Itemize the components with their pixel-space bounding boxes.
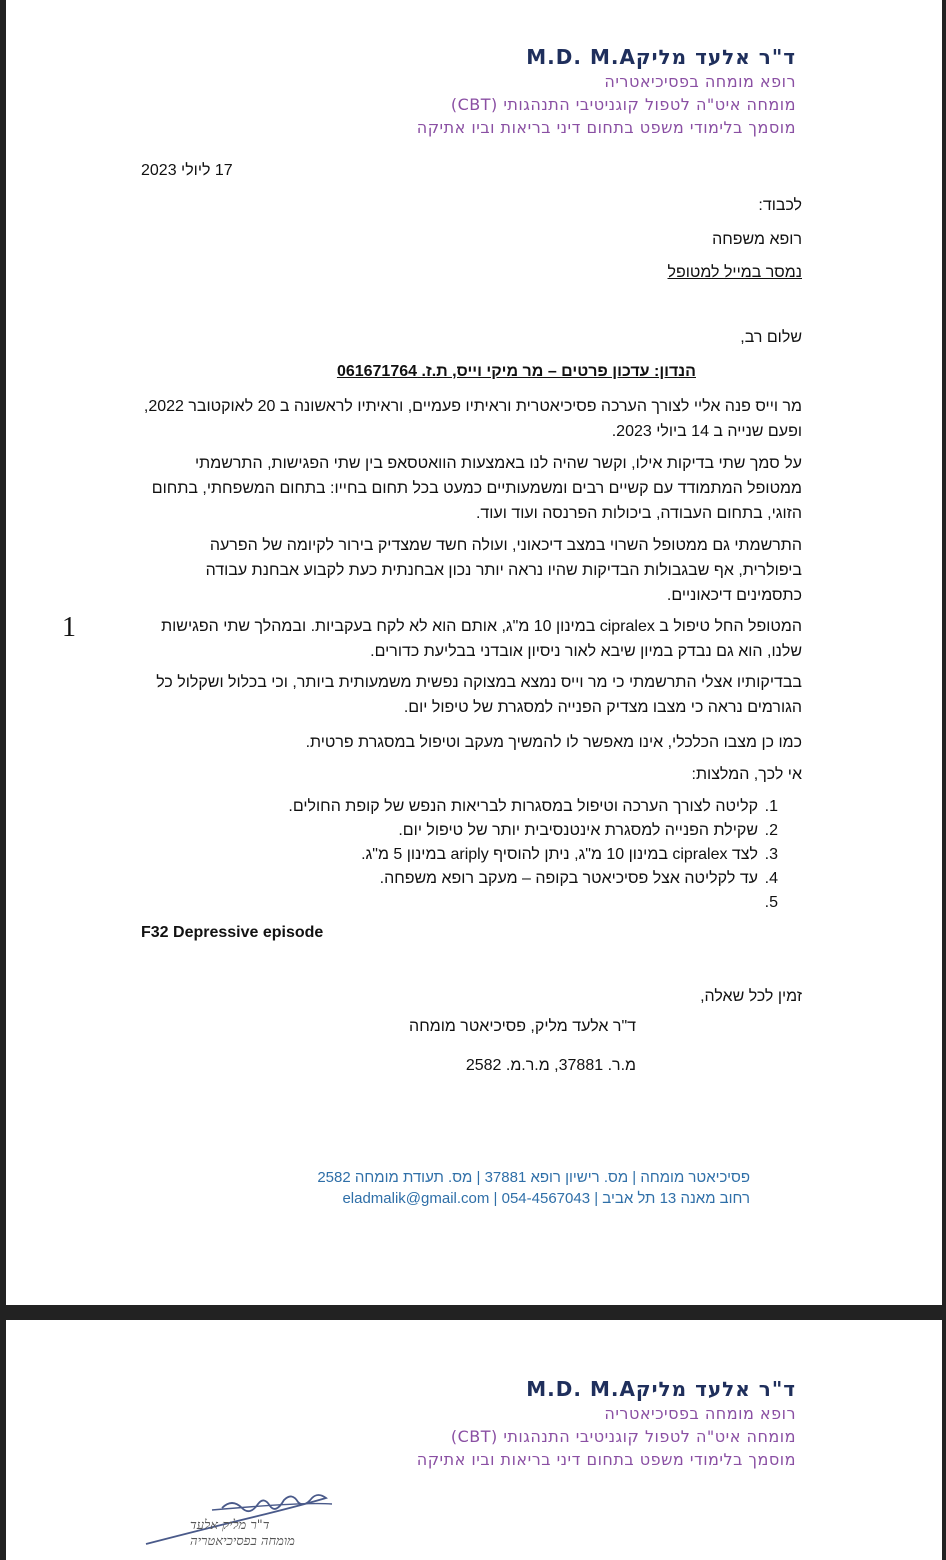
- paragraph: כמו כן מצבו הכלכלי, אינו מאפשר לו להמשיך מעקב וטיפול במסגרת פרטית.: [305, 734, 802, 751]
- footer-line-1: פסיכיאטר מומחה | מס. רישיון רופא 37881 | מס. תעודת מומחה 2582: [317, 1169, 750, 1186]
- list-number: 5.: [764, 894, 778, 911]
- page-number: 1: [62, 612, 76, 643]
- paragraph: בבדיקותיו אצלי התרשמתי כי מר וייס נמצא במצוקה נפשית משמעותית ביותר, וכי בכלול ושקלול כל הגורמים נראה כי מצבו מצדיק הפנייה למסגרת של טיפול יום.: [156, 674, 802, 716]
- recommendations-list: [142, 795, 802, 915]
- stamp-line-1: ד"ר מליק אלעד: [190, 1518, 270, 1533]
- subject-line: הנדון: עדכון פרטים – מר מיקי וייס, ת.ז. 061671764: [336, 363, 696, 380]
- list-item: [142, 843, 802, 867]
- recipient-to: לכבוד:: [758, 197, 802, 214]
- stamp-line-2: מומחה בפסיכיאטריה: [190, 1534, 295, 1549]
- list-item: [142, 819, 802, 843]
- list-text: קליטה לצורך הערכה וטיפול במסגרות לבריאות הנפש של קופת החולים.: [288, 798, 758, 815]
- signature-name: ד"ר אלעד מליק, פסיכיאטר מומחה: [409, 1018, 636, 1035]
- recipient-doctor: רופא משפחה: [712, 231, 802, 248]
- doctor-name: ד"ר אלעד מליקM.D. M.A: [526, 1377, 796, 1401]
- paragraph: אי לכך, המלצות:: [691, 766, 802, 783]
- license-numbers: מ.ר. 37881, מ.ר.מ. 2582: [465, 1057, 636, 1074]
- list-item: [142, 891, 802, 915]
- doctor-name: ד"ר אלעד מליקM.D. M.A: [526, 45, 796, 69]
- list-item: [142, 867, 802, 891]
- list-number: 1.: [764, 798, 778, 815]
- closing-available: זמין לכל שאלה,: [700, 988, 802, 1005]
- list-number: 4.: [764, 870, 778, 887]
- list-item: [142, 795, 802, 819]
- letterhead: [417, 44, 796, 139]
- letterhead-line-2: מומחה איט"ה לטפול קוגניטיבי התנהגותי (CBT): [450, 95, 796, 114]
- greeting: שלום רב,: [740, 329, 802, 346]
- list-text: לצד cipralex במינון 10 מ"ג, ניתן להוסיף ariply במינון 5 מ"ג.: [361, 846, 758, 863]
- paragraph: מר וייס פנה אליי לצורך הערכה פסיכיאטרית וראיתיו פעמיים, וראיתיו לראשונה ב 20 לאוקטובר 2022, ופעם שנייה ב 14 ביולי 2023.: [143, 398, 802, 440]
- letterhead-line-3: מוסמך בלימודי משפט בתחום דיני בריאות וביו אתיקה: [416, 1450, 796, 1469]
- letterhead-line-2: מומחה איט"ה לטפול קוגניטיבי התנהגותי (CBT): [450, 1427, 796, 1446]
- diagnosis: F32 Depressive episode: [141, 924, 324, 941]
- letterhead-line-1: רופא מומחה בפסיכיאטריה: [604, 72, 796, 91]
- list-text: שקילת הפנייה למסגרת אינטנסיבית יותר של טיפול יום.: [398, 822, 758, 839]
- paragraph: על סמך שתי בדיקות אילו, וקשר שהיה לנו באמצעות הוואטסאפ בין שתי הפגישות, התרשמתי ממטופל המתמודד עם קשיים רבים ומשמעותיים כמעט בכל תחום בחייו: בתחום המשפחתי, בתחום הזוגי, בתחום העבודה, ביכולות הפרנסה ועוד ועוד.: [151, 455, 802, 522]
- list-number: 2.: [764, 822, 778, 839]
- list-number: 3.: [764, 846, 778, 863]
- footer-line-2: רחוב מאנה 13 תל אביב | 054-4567043 | eladmalik@gmail.com: [342, 1190, 750, 1207]
- letterhead-line-1: רופא מומחה בפסיכיאטריה: [604, 1404, 796, 1423]
- delivery-note: נמסר במייל למטופל: [667, 264, 802, 281]
- letterhead-line-3: מוסמך בלימודי משפט בתחום דיני בריאות וביו אתיקה: [416, 118, 796, 137]
- paragraph: התרשמתי גם ממטופל השרוי במצב דיכאוני, ועולה חשד שמצדיק בירור לקיומה של הפרעה ביפולרית, אף שבגבולות הבדיקות שהיו נראה יותר נכון אבחנתית כעת לקבוע אבחנת עבודה כתסמינים דיכאוניים.: [205, 537, 802, 604]
- letter-date: 17 ליולי 2023: [141, 162, 233, 179]
- list-text: עד לקליטה אצל פסיכיאטר בקופה – מעקב רופא משפחה.: [379, 870, 758, 887]
- paragraph: המטופל החל טיפול ב cipralex במינון 10 מ"ג, אותם הוא לא לקח בעקביות. ובמהלך שתי הפגישות שלנו, הוא גם נבדק במיון שיבא לאור ניסיון אובדני בבליעת כדורים.: [161, 618, 802, 660]
- letterhead: [417, 1376, 796, 1471]
